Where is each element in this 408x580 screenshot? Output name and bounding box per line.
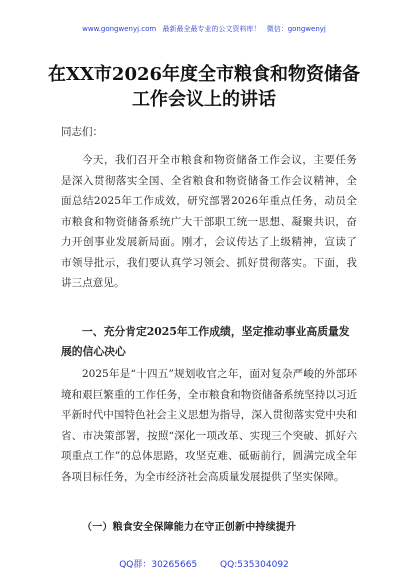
title-line-2: 工作会议上的讲话: [132, 89, 276, 110]
section-heading-1: 一、充分肯定2025年工作成绩，坚定推动事业高质量发展的信心决心: [61, 325, 350, 358]
header-site-link[interactable]: www.gongwenyj.com: [82, 25, 157, 33]
title-line-1: 在XX市2026年度全市粮食和物资储备: [47, 64, 361, 85]
header-wechat: 微信：gongwenyj: [266, 25, 326, 33]
footer-qq-contact: QQ:535304092: [220, 560, 289, 570]
paragraph-2025-review: 2025年是“十四五”规划收官之年，面对复杂严峻的外部环境和艰巨繁重的工作任务，全市粮食和物资储备系统坚持以习近平新时代中国特色社会主义思想为指导，深入贯彻落实党中央和省、市决策部署，按照“深化一项改革、实现三个突破、抓好六项重点工作”的总体思路，攻坚克难、砥砺前行，圆满完成全年各项目标任务，为全市经济社会高质量发展提供了坚实保障。: [61, 368, 357, 483]
page-header: [0, 24, 408, 34]
header-slogan: 最新最全最专业的公文资料库！: [162, 25, 261, 33]
page-footer: [0, 557, 408, 570]
greeting: 同志们：: [61, 126, 103, 138]
subsection-heading-1: （一）粮食安全保障能力在守正创新中持续提升: [82, 522, 297, 533]
footer-qq-group: QQ群：30265665: [119, 560, 198, 570]
paragraph-intro: 今天，我们召开全市粮食和物资储备工作会议，主要任务是深入贯彻落实全国、全省粮食和物资储备工作会议精神，全面总结2025年工作成效，研究部署2026年重点任务，动员全市粮食和物资储备系统广大干部职工统一思想、凝聚共识，奋力开创事业发展新局面。刚才，会议传达了上级精神，宣读了市领导批示，我们要认真学习领会、抓好贯彻落实。下面，我讲三点意见。: [61, 154, 357, 289]
document-title: [0, 62, 408, 112]
